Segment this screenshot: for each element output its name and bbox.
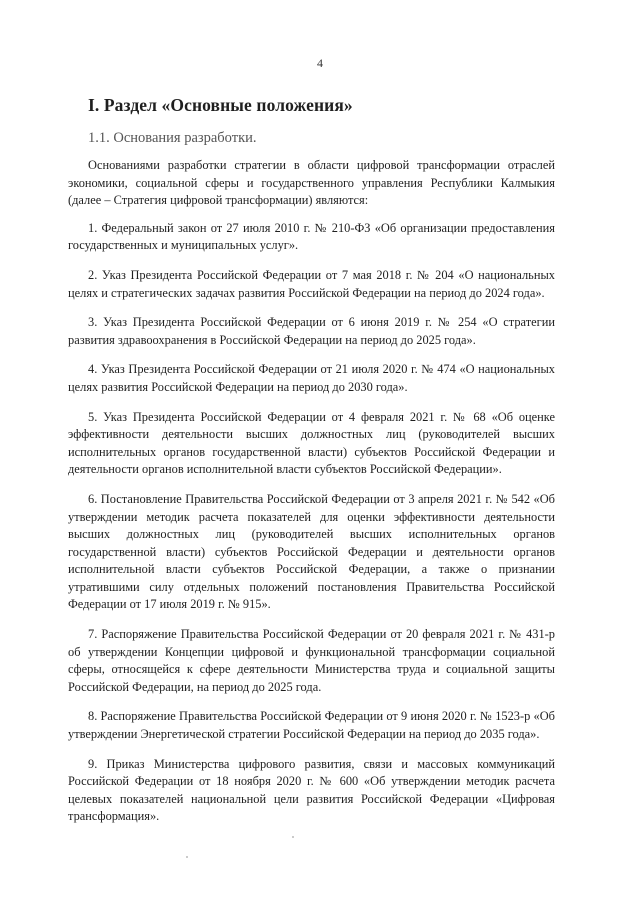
list-item-3: 3. Указ Президента Российской Федерации от 6 июня 2019 г. № 254 «О стратегии развития здравоохранения в Российской Федерации на период до 2025 года». (68, 315, 555, 347)
list-item-9: 9. Приказ Министерства цифрового развития, связи и массовых коммуникаций Российской Федерации от 18 ноября 2020 г. № 600 «Об утверждении методик расчета целевых показателей национальной цели развития Российской Федерации «Цифровая трансформация». (68, 756, 555, 824)
document-body (68, 157, 555, 838)
section-title: I. Раздел «Основные положения» (88, 95, 353, 115)
list-item-2: 2. Указ Президента Российской Федерации от 7 мая 2018 г. № 204 «О национальных целях и стратегических задачах развития Российской Федерации на период до 2024 года». (68, 267, 555, 300)
list-item-6: 6. Постановление Правительства Российской Федерации от 3 апреля 2021 г. № 542 «Об утверждении методик расчета показателей для оценки эффективности деятельности высших должностных лиц (руководителей высших исполнительных органов государственной власти) субъектов Российской Федерации и деятельности органов исполнительной власти субъектов Российской Федерации, а также о признании утратившими силу отдельных положений постановления Правительства Российской Федерации от 17 июля 2019 г. № 915». (68, 491, 555, 612)
list-item-7: 7. Распоряжение Правительства Российской Федерации от 20 февраля 2021 г. № 431-р об утверждении Концепции цифровой и функциональной трансформации социальной сферы, относящейся к сфере деятельности Министерства труда и социальной защиты Российской Федерации, на период до 2025 года. (68, 627, 555, 694)
page-number: 4 (317, 56, 323, 70)
subsection-title: 1.1. Основания разработки. (88, 130, 257, 146)
intro-paragraph: Основаниями разработки стратегии в области цифровой трансформации отраслей экономики, социальной сферы и государственного управления Республики Калмыкия (далее – Стратегия цифровой трансформации) являются: (68, 158, 555, 208)
scan-speck (292, 836, 294, 838)
scan-speck (186, 856, 188, 858)
list-item-4: 4. Указ Президента Российской Федерации от 21 июля 2020 г. № 474 «О национальных целях развития Российской Федерации на период до 2030 года». (68, 362, 555, 394)
list-item-5: 5. Указ Президента Российской Федерации от 4 февраля 2021 г. № 68 «Об оценке эффективности деятельности высших должностных лиц (руководителей высших исполнительных органов государственной власти) субъектов Российской Федерации и деятельности органов исполнительной власти субъектов Российской Федерации». (68, 409, 555, 477)
list-item-1: 1. Федеральный закон от 27 июля 2010 г. № 210-ФЗ «Об организации предоставления государственных и муниципальных услуг». (68, 220, 555, 253)
list-item-8: 8. Распоряжение Правительства Российской Федерации от 9 июня 2020 г. № 1523-р «Об утверждении Энергетической стратегии Российской Федерации на период до 2035 года». (68, 709, 555, 742)
